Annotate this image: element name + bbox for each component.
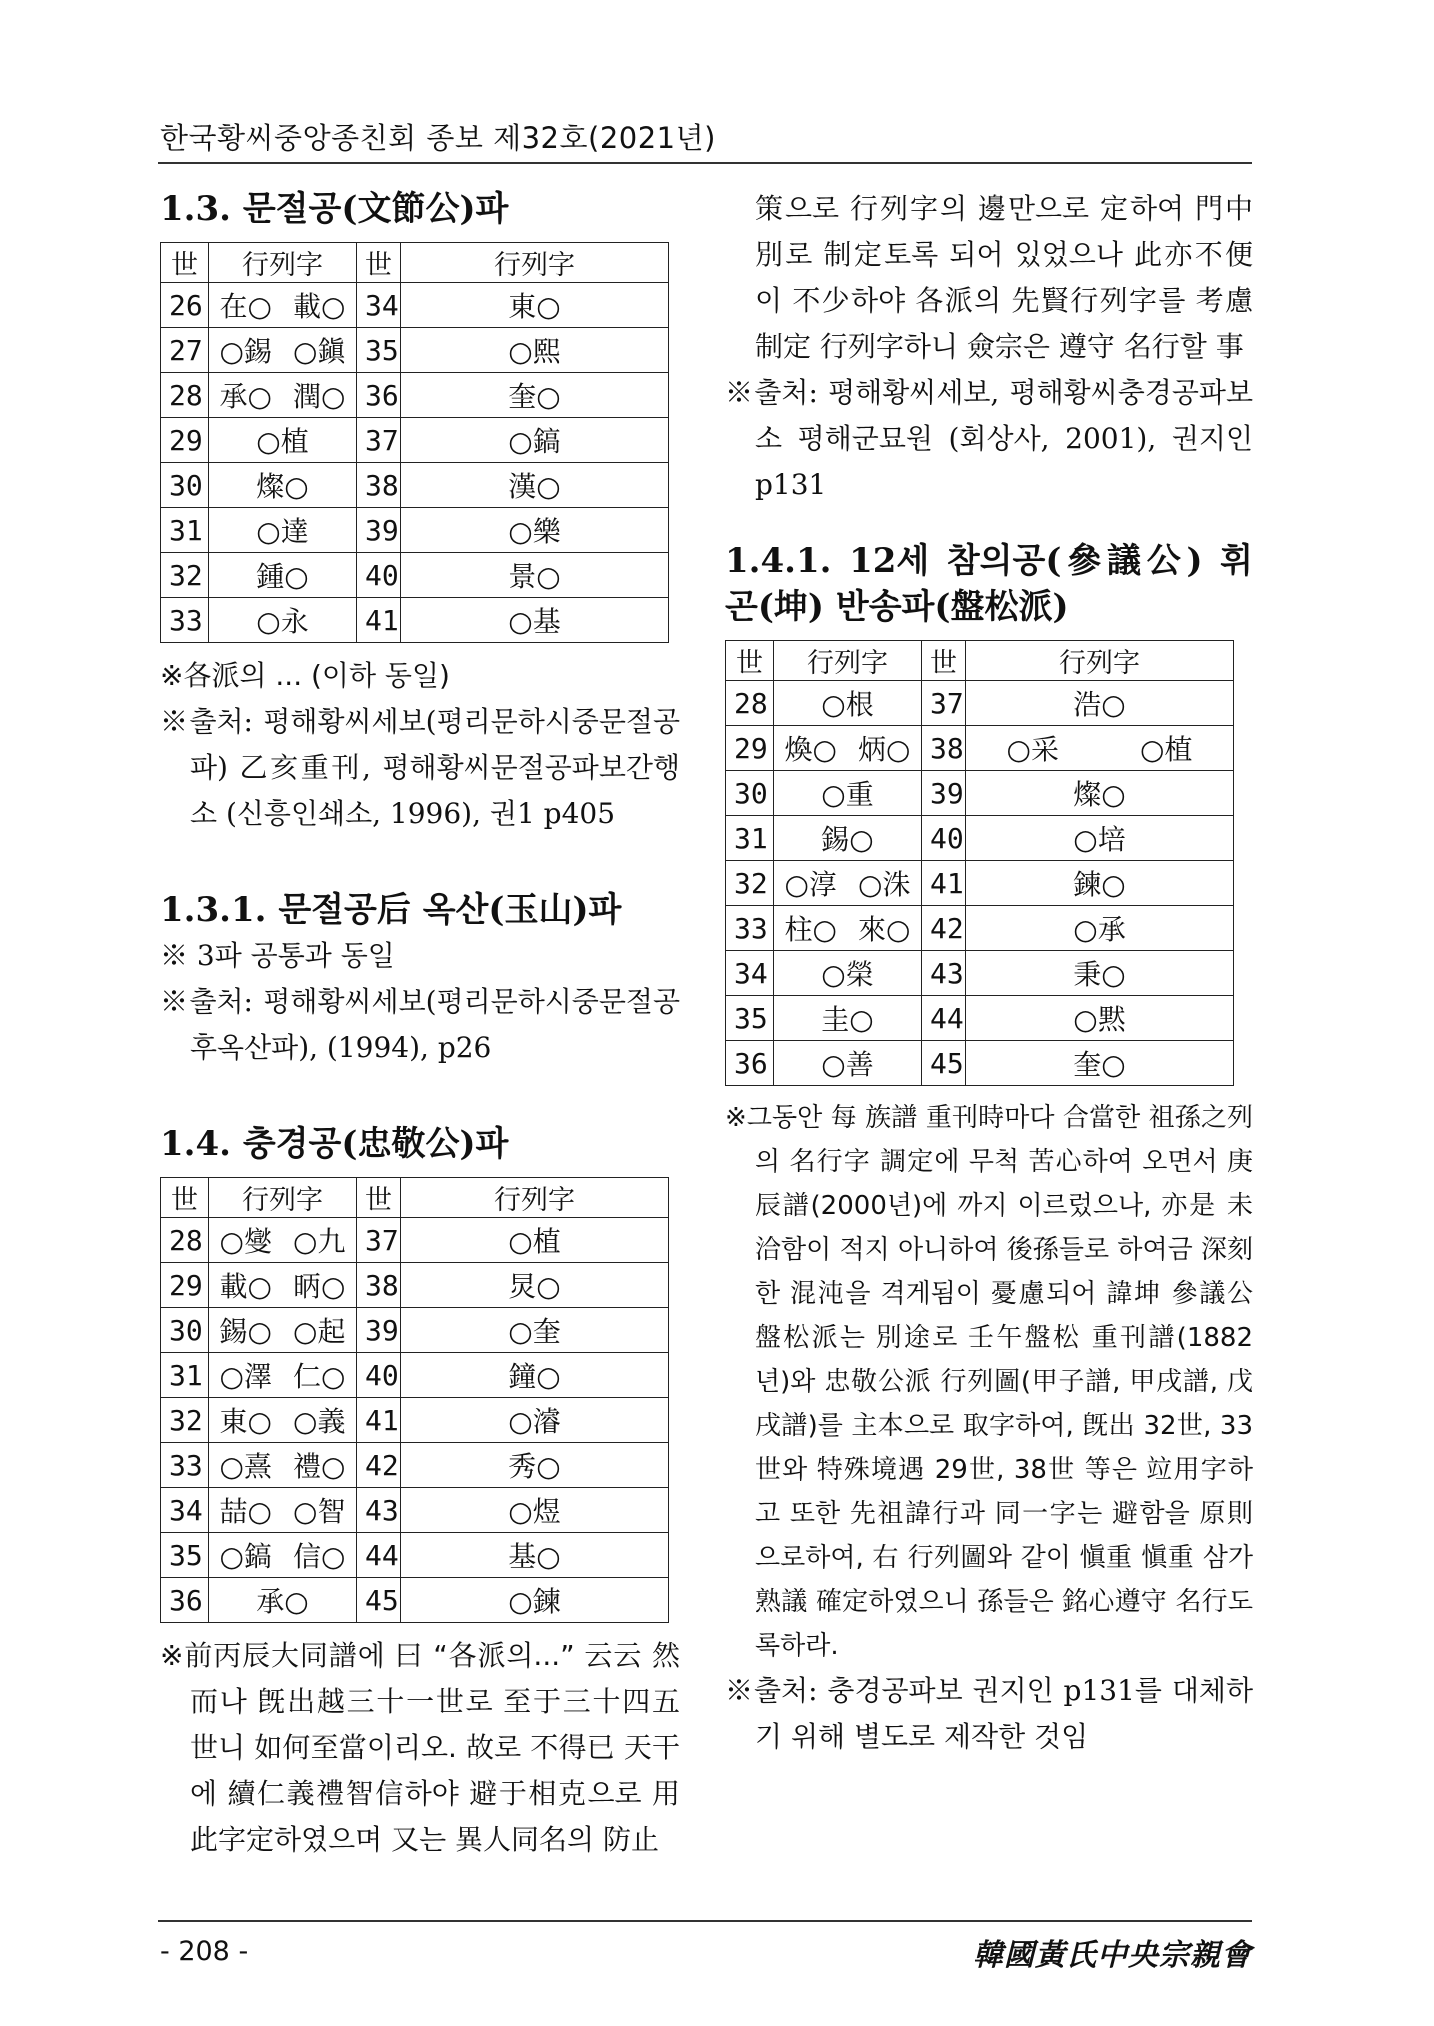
header-rule — [158, 162, 1252, 164]
generation-cell: 35 — [161, 1533, 209, 1578]
generation-cell: 28 — [161, 1218, 209, 1263]
generation-character: ○黙 — [1073, 1003, 1126, 1036]
characters-header: 行列字 — [401, 1178, 669, 1218]
characters-cell — [401, 598, 669, 643]
characters-header: 行列字 — [966, 641, 1234, 681]
section-1-3-note: ※各派의 ... (이하 동일) — [160, 659, 450, 692]
generation-cell: 36 — [161, 1578, 209, 1623]
characters-cell — [774, 681, 922, 726]
generation-character: 喆○ — [219, 1495, 272, 1528]
generation-character: ○淳 — [784, 868, 837, 901]
generation-character: ○九 — [293, 1225, 346, 1258]
generation-cell: 36 — [357, 373, 401, 418]
characters-cell — [401, 1218, 669, 1263]
table-row — [161, 1398, 669, 1443]
generation-character: 載○ — [219, 1270, 272, 1303]
characters-cell — [401, 1578, 669, 1623]
characters-cell — [401, 328, 669, 373]
generation-character: ○義 — [293, 1405, 346, 1438]
generation-character: ○熙 — [508, 335, 561, 368]
generation-cell: 36 — [726, 1041, 774, 1086]
characters-cell — [401, 1488, 669, 1533]
characters-cell — [209, 1533, 357, 1578]
generation-cell: 40 — [357, 553, 401, 598]
generation-cell: 32 — [161, 1398, 209, 1443]
characters-cell — [401, 418, 669, 463]
generation-cell: 33 — [726, 906, 774, 951]
generation-cell: 30 — [161, 463, 209, 508]
generation-cell: 41 — [357, 1398, 401, 1443]
generation-cell: 31 — [726, 816, 774, 861]
table-row — [726, 861, 1234, 906]
characters-cell — [401, 463, 669, 508]
characters-cell — [209, 328, 357, 373]
generation-character: 燦○ — [256, 470, 309, 503]
characters-cell — [774, 726, 922, 771]
generation-character: ○鎬 — [219, 1540, 272, 1573]
generation-character: ○燮 — [219, 1225, 272, 1258]
footer-org-name: 韓國黃氏中央宗親會 — [973, 1938, 1252, 1973]
table-row — [161, 1353, 669, 1398]
generation-character: 鍾○ — [256, 560, 309, 593]
generation-character: ○洙 — [858, 868, 911, 901]
characters-cell — [209, 283, 357, 328]
generation-character: ○鎬 — [508, 425, 561, 458]
left-column — [160, 186, 680, 1863]
generation-character: ○樂 — [508, 515, 561, 548]
table-row — [726, 816, 1234, 861]
generation-cell: 41 — [922, 861, 966, 906]
generation-header: 世 — [922, 641, 966, 681]
generation-character: 鐘○ — [508, 1360, 561, 1393]
generation-character: 潤○ — [293, 380, 346, 413]
section-1-4-1-note: ※그동안 每 族譜 重刊時마다 合當한 祖孫之列의 名行字 調定에 무척 苦心하여 오면서 庚辰譜(2000년)에 까지 이르렀으나, 亦是 未洽함이 적지 아니하여 後孫들로 하여금 深刻한 混沌을 격게됨이 憂慮되어 諱坤 參議公 盤松派는 別途로 壬午盤松 重刊譜(1882년)와 忠敬公派 行列圖(甲子譜, 甲戌譜, 戊戌譜)를 主本으로 取字하여, 旣出 32世, 33世와 特殊境遇 29世, 38世 等은 竝用字하고 또한 先祖諱行과 同一字는 避함을 原則으로하여, 右 行列圖와 같이 愼重 愼重 삼가 熟議 確定하였으니 孫들은 銘心遵守 名行도록하라. — [725, 1103, 1253, 1661]
generation-cell: 38 — [922, 726, 966, 771]
generation-cell: 32 — [726, 861, 774, 906]
generation-character: 圭○ — [821, 1003, 874, 1036]
generation-cell: 29 — [161, 418, 209, 463]
characters-cell — [209, 373, 357, 418]
generation-character: ○永 — [256, 605, 309, 638]
generation-cell: 35 — [726, 996, 774, 1041]
section-1-3-1-note: ※ 3파 공통과 동일 — [160, 939, 395, 972]
characters-cell — [966, 906, 1234, 951]
characters-cell — [209, 1488, 357, 1533]
generation-cell: 26 — [161, 283, 209, 328]
generation-character: 承○ — [256, 1585, 309, 1618]
generation-character: 在○ — [219, 290, 272, 323]
section-1-4-1-title: 1.4.1. 12세 참의공(參議公) 휘 곤(坤) 반송파(盤松派) — [725, 541, 1253, 627]
characters-cell — [966, 726, 1234, 771]
section-1-4-1-source: ※출처: 충경공파보 권지인 p131를 대체하기 위해 별도로 제작한 것임 — [725, 1674, 1253, 1753]
generation-character: ○奎 — [508, 1315, 561, 1348]
generation-character: 浩○ — [1073, 688, 1126, 721]
generation-character: ○植 — [256, 425, 309, 458]
generation-character: ○基 — [508, 605, 561, 638]
table-header-row — [726, 641, 1234, 681]
generation-character: 錫○ — [821, 823, 874, 856]
generation-cell: 34 — [161, 1488, 209, 1533]
characters-cell — [774, 951, 922, 996]
generation-cell: 39 — [357, 508, 401, 553]
characters-cell — [209, 418, 357, 463]
characters-cell — [209, 1398, 357, 1443]
table-row — [161, 1533, 669, 1578]
generation-character: ○智 — [293, 1495, 346, 1528]
generation-character: ○煜 — [508, 1495, 561, 1528]
generation-cell: 29 — [161, 1263, 209, 1308]
characters-cell — [209, 1308, 357, 1353]
generation-character: ○鍊 — [508, 1585, 561, 1618]
generation-character: ○植 — [1140, 733, 1193, 766]
characters-cell — [774, 906, 922, 951]
table-row — [161, 373, 669, 418]
right-column — [725, 186, 1253, 1760]
generation-character: ○培 — [1073, 823, 1126, 856]
generation-cell: 45 — [922, 1041, 966, 1086]
table-row — [161, 1488, 669, 1533]
generation-character: 仁○ — [293, 1360, 346, 1393]
table-row — [161, 1308, 669, 1353]
characters-cell — [401, 1308, 669, 1353]
section-1-3-1-title: 1.3.1. 문절공后 옥산(玉山)파 — [160, 890, 622, 930]
generation-header: 世 — [357, 243, 401, 283]
generation-character: ○達 — [256, 515, 309, 548]
generation-character: ○濬 — [508, 1405, 561, 1438]
generation-character: 燦○ — [1073, 778, 1126, 811]
table-row — [161, 508, 669, 553]
table-row — [726, 996, 1234, 1041]
characters-cell — [401, 1353, 669, 1398]
characters-cell — [401, 283, 669, 328]
table-header-row — [161, 243, 669, 283]
generation-character: 炅○ — [508, 1270, 561, 1303]
characters-cell — [209, 1353, 357, 1398]
generation-cell: 37 — [357, 1218, 401, 1263]
generation-cell: 33 — [161, 1443, 209, 1488]
generation-cell: 34 — [726, 951, 774, 996]
generation-character: 禮○ — [293, 1450, 346, 1483]
table-row — [161, 1443, 669, 1488]
generation-cell: 39 — [922, 771, 966, 816]
generation-cell: 37 — [357, 418, 401, 463]
generation-character: ○錫 — [219, 335, 272, 368]
table-row — [161, 598, 669, 643]
generation-character: 奎○ — [508, 380, 561, 413]
generation-cell: 44 — [357, 1533, 401, 1578]
characters-cell — [774, 771, 922, 816]
section-1-3-1-source: ※출처: 평해황씨세보(평리문하시중문절공후옥산파), (1994), p26 — [160, 985, 680, 1064]
generation-character: 承○ — [219, 380, 272, 413]
table-row — [726, 906, 1234, 951]
generation-character: 柱○ — [784, 913, 837, 946]
lineage-table-1-4 — [160, 1177, 669, 1623]
generation-character: 錫○ — [219, 1315, 272, 1348]
generation-character: 載○ — [293, 290, 346, 323]
generation-character: 秉○ — [1073, 958, 1126, 991]
section-1-4-source: ※출처: 평해황씨세보, 평해황씨충경공파보소 평해군묘원 (회상사, 2001), 권지인 p131 — [725, 376, 1253, 501]
characters-cell — [209, 1443, 357, 1488]
generation-character: 炳○ — [858, 733, 911, 766]
generation-cell: 40 — [357, 1353, 401, 1398]
characters-cell — [966, 1041, 1234, 1086]
section-1-4-title: 1.4. 충경공(忠敬公)파 — [160, 1124, 509, 1164]
table-header-row — [161, 1178, 669, 1218]
generation-character: 景○ — [508, 560, 561, 593]
generation-cell: 29 — [726, 726, 774, 771]
table-row — [726, 1041, 1234, 1086]
section-1-4-note: ※前丙辰大同譜에 曰 “各派의...” 云云 然而나 旣出越三十一世로 至于三十四五世니 如何至當이리오. 故로 不得已 天干에 續仁義禮智信하야 避于相克으로 用此字定하였으며 又는 異人同名의 防止 — [160, 1639, 680, 1856]
generation-cell: 40 — [922, 816, 966, 861]
characters-cell — [774, 1041, 922, 1086]
characters-header: 行列字 — [209, 243, 357, 283]
table-row — [726, 951, 1234, 996]
generation-character: 基○ — [508, 1540, 561, 1573]
generation-cell: 43 — [357, 1488, 401, 1533]
generation-character: ○起 — [293, 1315, 346, 1348]
lineage-table-1-4-1 — [725, 640, 1234, 1086]
table-row — [726, 726, 1234, 771]
generation-character: 昞○ — [293, 1270, 346, 1303]
generation-cell: 34 — [357, 283, 401, 328]
characters-cell — [401, 508, 669, 553]
section-1-4-note-continuation: 策으로 行列字의 邊만으로 定하여 門中別로 制定토록 되어 있었으나 此亦不便이 不少하야 各派의 先賢行列字를 考慮 制定 行列字하니 僉宗은 遵守 名行할 事 — [755, 192, 1253, 363]
generation-cell: 31 — [161, 1353, 209, 1398]
characters-cell — [966, 771, 1234, 816]
characters-cell — [209, 598, 357, 643]
generation-cell: 30 — [726, 771, 774, 816]
characters-cell — [774, 816, 922, 861]
table-row — [161, 463, 669, 508]
table-row — [726, 771, 1234, 816]
footer-rule — [158, 1920, 1252, 1922]
generation-cell: 27 — [161, 328, 209, 373]
characters-cell — [401, 553, 669, 598]
characters-header: 行列字 — [774, 641, 922, 681]
generation-character: 來○ — [858, 913, 911, 946]
table-row — [161, 328, 669, 373]
running-header: 한국황씨중앙종친회 종보 제32호(2021년) — [160, 121, 716, 155]
generation-character: 信○ — [293, 1540, 346, 1573]
generation-character: ○鎭 — [293, 335, 346, 368]
generation-cell: 39 — [357, 1308, 401, 1353]
characters-cell — [774, 996, 922, 1041]
generation-character: 奎○ — [1073, 1048, 1126, 1081]
table-row — [161, 1218, 669, 1263]
section-1-3-source: ※출처: 평해황씨세보(평리문하시중문절공파) 乙亥重刊, 평해황씨문절공파보간행소 (신흥인쇄소, 1996), 권1 p405 — [160, 705, 680, 830]
generation-cell: 42 — [922, 906, 966, 951]
generation-cell: 41 — [357, 598, 401, 643]
table-row — [161, 553, 669, 598]
table-row — [161, 1263, 669, 1308]
generation-cell: 28 — [726, 681, 774, 726]
section-1-4-note-continued — [725, 186, 1253, 370]
generation-character: ○采 — [1006, 733, 1059, 766]
generation-character: 東○ — [508, 290, 561, 323]
characters-cell — [401, 1533, 669, 1578]
characters-cell — [774, 861, 922, 906]
page-number: - 208 - — [160, 1936, 249, 1967]
generation-character: ○承 — [1073, 913, 1126, 946]
characters-cell — [401, 1398, 669, 1443]
generation-character: ○根 — [821, 688, 874, 721]
generation-character: 煥○ — [784, 733, 837, 766]
table-row — [161, 1578, 669, 1623]
generation-cell: 28 — [161, 373, 209, 418]
characters-header: 行列字 — [401, 243, 669, 283]
generation-cell: 44 — [922, 996, 966, 1041]
generation-cell: 42 — [357, 1443, 401, 1488]
generation-cell: 31 — [161, 508, 209, 553]
characters-cell — [966, 951, 1234, 996]
table-row — [161, 418, 669, 463]
generation-cell: 30 — [161, 1308, 209, 1353]
table-row — [161, 283, 669, 328]
generation-cell: 35 — [357, 328, 401, 373]
characters-cell — [401, 1443, 669, 1488]
generation-character: 漢○ — [508, 470, 561, 503]
generation-character: 秀○ — [508, 1450, 561, 1483]
generation-cell: 38 — [357, 1263, 401, 1308]
generation-cell: 33 — [161, 598, 209, 643]
generation-character: 鍊○ — [1073, 868, 1126, 901]
generation-cell: 45 — [357, 1578, 401, 1623]
generation-character: 東○ — [219, 1405, 272, 1438]
generation-character: ○熹 — [219, 1450, 272, 1483]
generation-character: ○善 — [821, 1048, 874, 1081]
generation-cell: 38 — [357, 463, 401, 508]
table-row — [726, 681, 1234, 726]
characters-cell — [966, 861, 1234, 906]
characters-cell — [966, 681, 1234, 726]
generation-header: 世 — [161, 1178, 209, 1218]
characters-cell — [401, 1263, 669, 1308]
generation-character: ○植 — [508, 1225, 561, 1258]
characters-cell — [966, 816, 1234, 861]
characters-cell — [209, 463, 357, 508]
generation-header: 世 — [726, 641, 774, 681]
characters-cell — [209, 553, 357, 598]
generation-header: 世 — [357, 1178, 401, 1218]
characters-cell — [209, 1263, 357, 1308]
generation-cell: 32 — [161, 553, 209, 598]
generation-character: ○澤 — [219, 1360, 272, 1393]
generation-header: 世 — [161, 243, 209, 283]
lineage-table-1-3 — [160, 242, 669, 643]
generation-character: ○榮 — [821, 958, 874, 991]
characters-cell — [401, 373, 669, 418]
characters-cell — [209, 1218, 357, 1263]
characters-cell — [966, 996, 1234, 1041]
characters-cell — [209, 508, 357, 553]
characters-header: 行列字 — [209, 1178, 357, 1218]
generation-cell: 43 — [922, 951, 966, 996]
generation-character: ○重 — [821, 778, 874, 811]
characters-cell — [209, 1578, 357, 1623]
generation-cell: 37 — [922, 681, 966, 726]
section-1-3-title: 1.3. 문절공(文節公)파 — [160, 189, 509, 229]
